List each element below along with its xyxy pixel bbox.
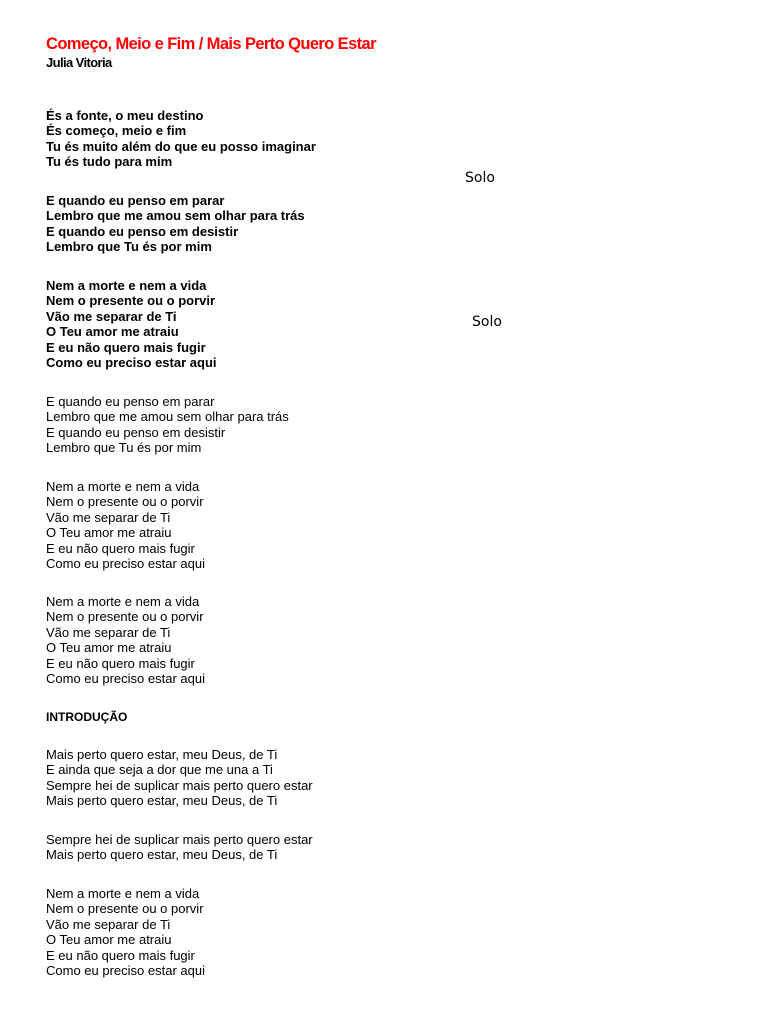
lyric-line: Lembro que me amou sem olhar para trás <box>46 208 305 224</box>
lyric-line: E ainda que seja a dor que me una a Ti <box>46 762 273 778</box>
lyric-line: Como eu preciso estar aqui <box>46 555 205 571</box>
stanza-2 <box>46 193 305 255</box>
lyric-line: O Teu amor me atraiu <box>46 932 172 948</box>
lyric-line: E eu não quero mais fugir <box>46 540 195 556</box>
lyric-line: E quando eu penso em parar <box>46 394 215 409</box>
lyric-line: Mais perto quero estar, meu Deus, de Ti <box>46 847 278 863</box>
lyric-line: Nem a morte e nem a vida <box>46 886 200 901</box>
stanza-9 <box>46 886 205 978</box>
stanza-7 <box>46 747 313 809</box>
lyric-line: Nem o presente ou o porvir <box>46 293 216 309</box>
lyric-line: Tu és tudo para mim <box>46 154 173 170</box>
lyric-line: Como eu preciso estar aqui <box>46 670 205 686</box>
lyric-line: O Teu amor me atraiu <box>46 525 172 541</box>
lyric-line: És a fonte, o meu destino <box>46 108 204 123</box>
solo-annotation: Solo <box>472 314 502 330</box>
lyric-line: Como eu preciso estar aqui <box>46 962 205 978</box>
lyric-line: Vão me separar de Ti <box>46 308 177 324</box>
lyric-line: Vão me separar de Ti <box>46 509 171 525</box>
lyric-line: Sempre hei de suplicar mais perto quero estar <box>46 777 313 793</box>
lyric-line: Nem a morte e nem a vida <box>46 278 207 293</box>
lyric-line: Nem a morte e nem a vida <box>46 594 200 609</box>
lyric-line: És começo, meio e fim <box>46 123 187 139</box>
lyric-line: E eu não quero mais fugir <box>46 947 195 963</box>
stanza-8 <box>46 832 313 863</box>
stanza-4 <box>46 394 289 456</box>
lyric-line: E quando eu penso em desistir <box>46 424 226 440</box>
lyric-line: E eu não quero mais fugir <box>46 339 206 355</box>
section-heading: INTRODUÇÃO <box>46 710 128 724</box>
song-title: Começo, Meio e Fim / Mais Perto Quero Estar <box>46 35 376 53</box>
stanza-1 <box>46 108 316 170</box>
lyric-line: Lembro que Tu és por mim <box>46 239 212 255</box>
lyric-line: E quando eu penso em desistir <box>46 223 239 239</box>
lyric-line: Tu és muito além do que eu posso imaginar <box>46 138 316 154</box>
lyric-line: Lembro que Tu és por mim <box>46 440 202 456</box>
lyric-line: Nem o presente ou o porvir <box>46 609 204 625</box>
artist-name: Julia Vitoria <box>46 55 112 70</box>
lyric-line: Mais perto quero estar, meu Deus, de Ti <box>46 793 278 809</box>
lyric-line: E quando eu penso em parar <box>46 193 225 208</box>
lyric-line: O Teu amor me atraiu <box>46 324 179 340</box>
stanza-5 <box>46 479 205 571</box>
lyric-line: Mais perto quero estar, meu Deus, de Ti <box>46 747 278 762</box>
lyric-line: Lembro que me amou sem olhar para trás <box>46 409 289 425</box>
lyric-line: O Teu amor me atraiu <box>46 640 172 656</box>
lyric-line: Vão me separar de Ti <box>46 624 171 640</box>
lyric-line: Nem a morte e nem a vida <box>46 479 200 494</box>
lyric-line: Sempre hei de suplicar mais perto quero estar <box>46 832 313 847</box>
lyric-line: Vão me separar de Ti <box>46 916 171 932</box>
lyric-line: E eu não quero mais fugir <box>46 655 195 671</box>
lyric-line: Nem o presente ou o porvir <box>46 901 204 917</box>
lyric-line: Nem o presente ou o porvir <box>46 494 204 510</box>
lyric-line: Como eu preciso estar aqui <box>46 354 217 370</box>
stanza-6 <box>46 594 205 686</box>
solo-annotation: Solo <box>465 170 495 186</box>
stanza-3 <box>46 278 217 370</box>
